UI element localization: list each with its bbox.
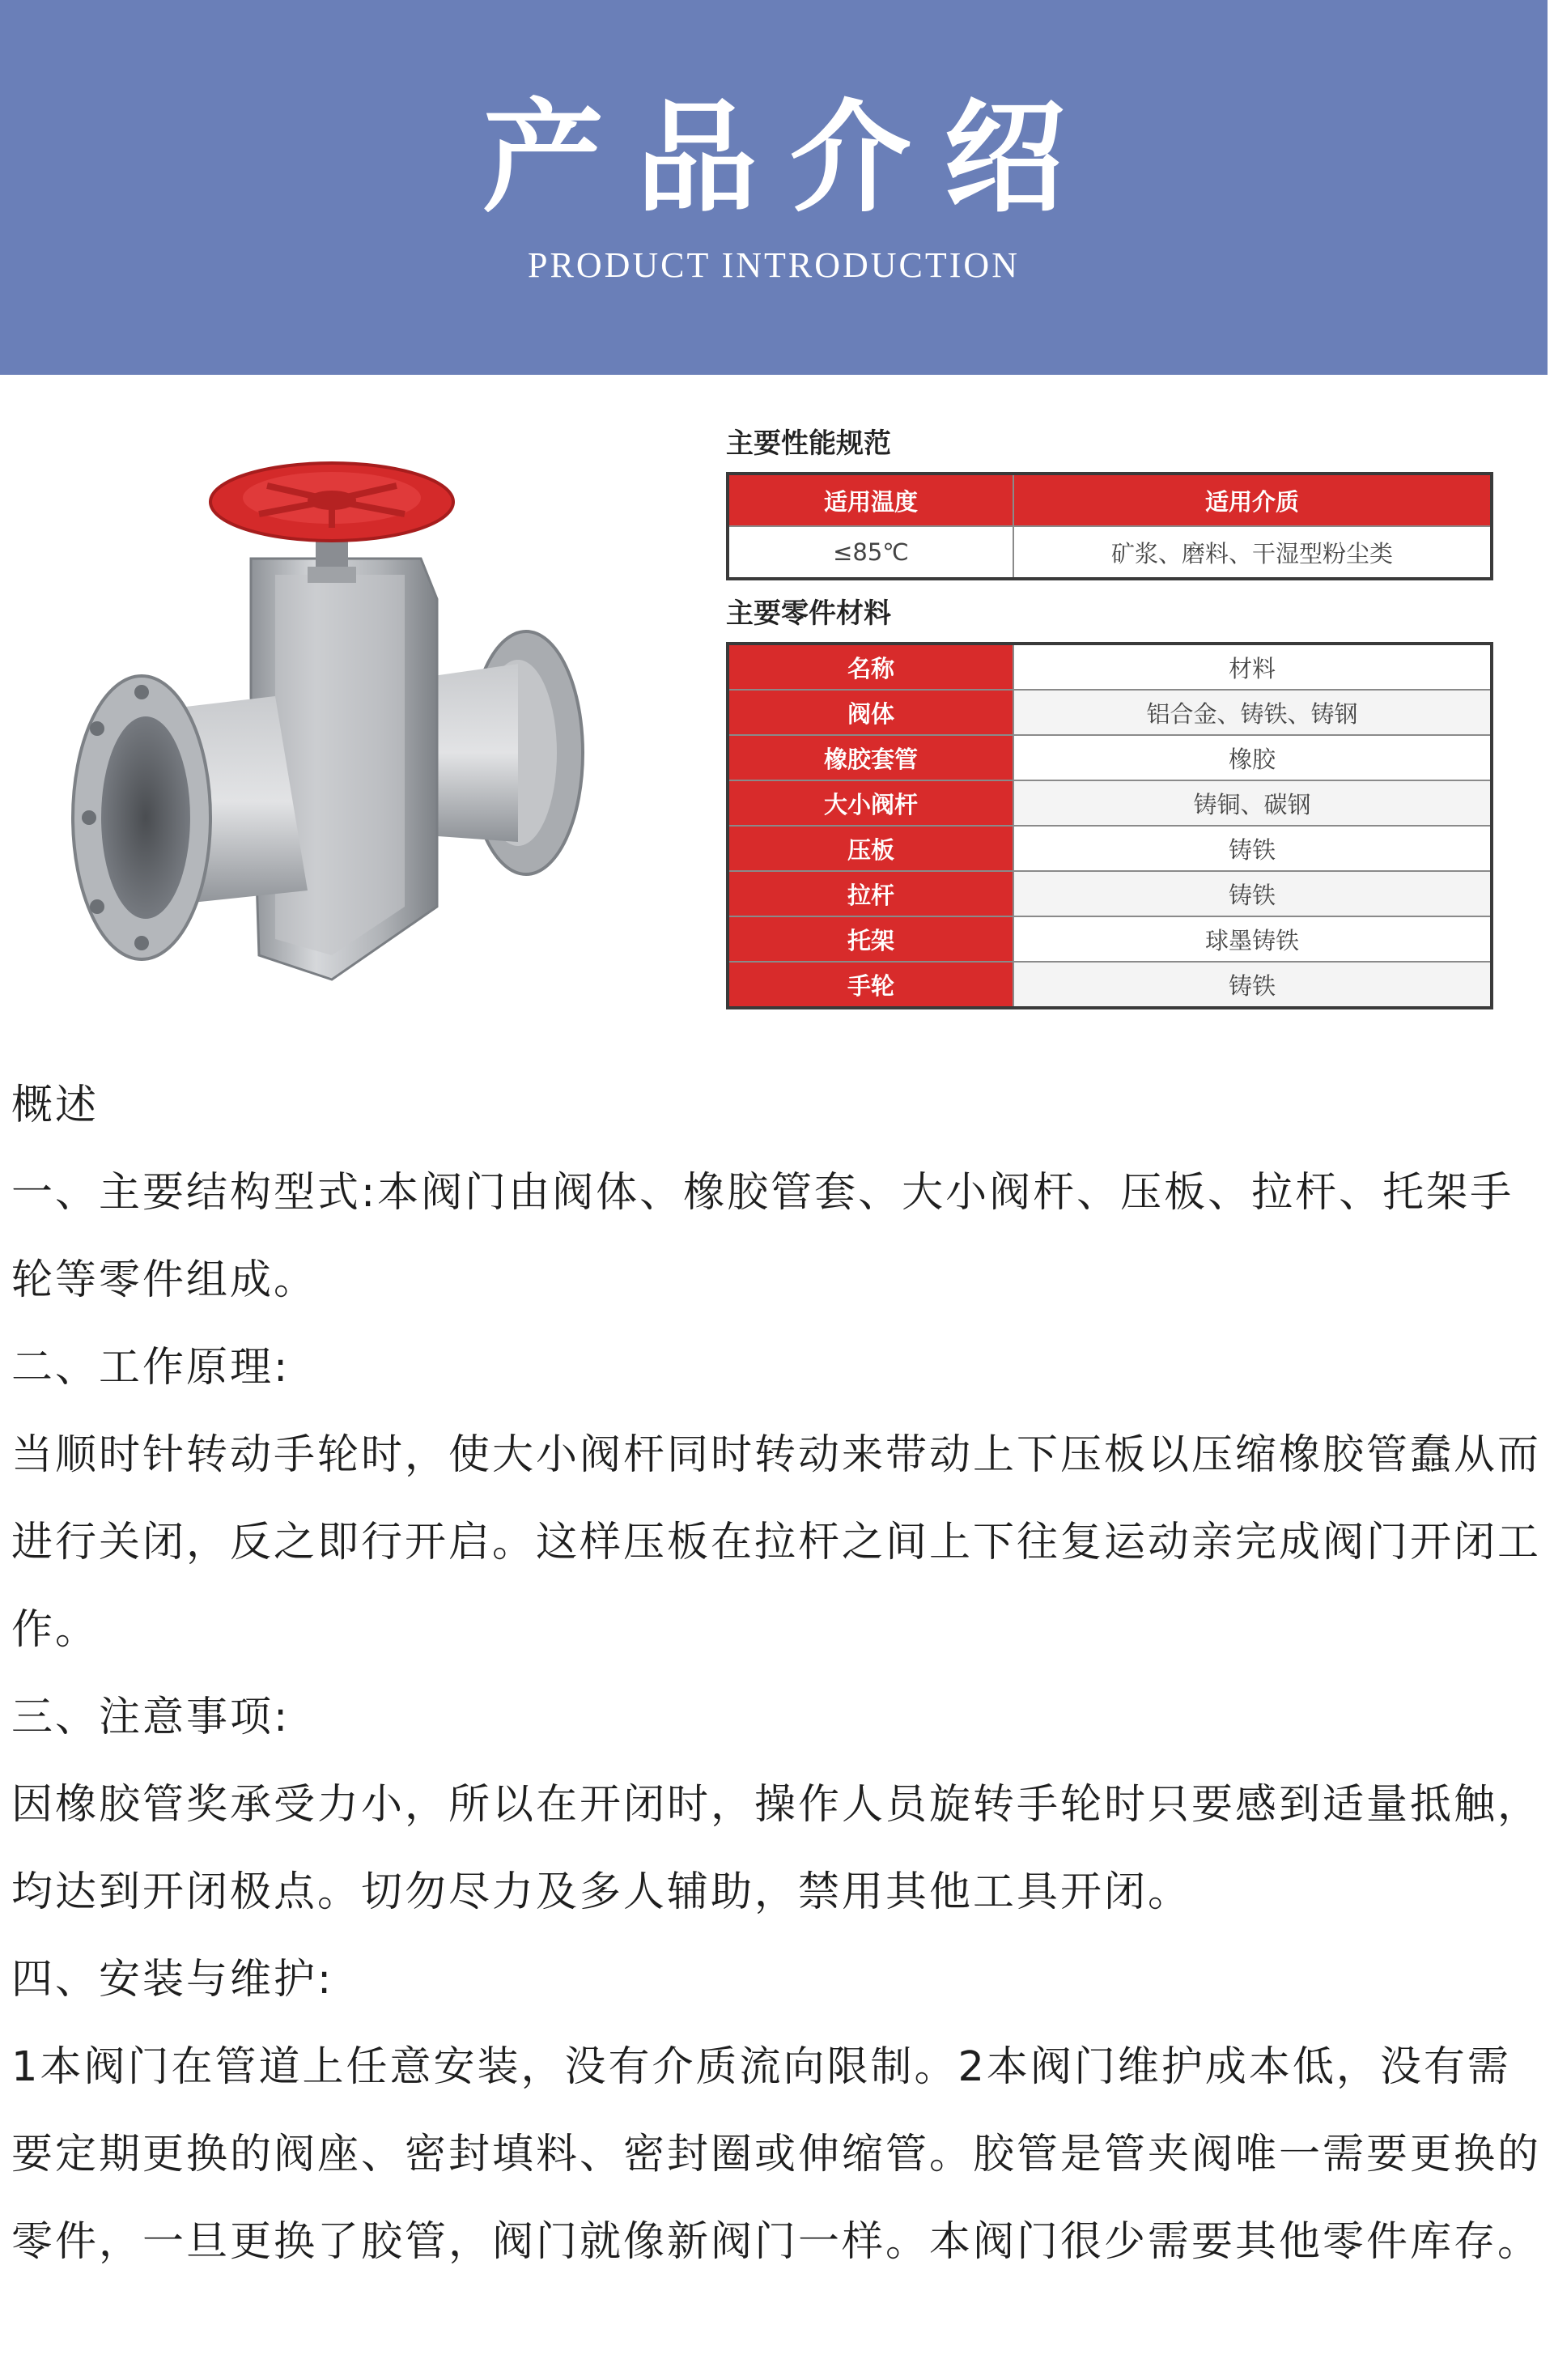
part-material: 球墨铸铁 xyxy=(1013,916,1492,962)
part-material: 铸铁 xyxy=(1013,871,1492,916)
performance-title: 主要性能规范 xyxy=(726,427,891,460)
page-subtitle: PRODUCT INTRODUCTION xyxy=(528,245,1020,285)
part-material: 铝合金、铸铁、铸钢 xyxy=(1013,690,1492,735)
description xyxy=(11,1062,1554,2286)
paragraph: 1本阀门在管道上任意安装，没有介质流向限制。2本阀门维护成本低，没有需要定期更换的阀座、密封填料、密封圈或伸缩管。胶管是管夹阀唯一需要更换的零件，一旦更换了胶管，阀门就像新阀门一样。本阀门很少需要其他零件库存。 xyxy=(11,2043,1542,2266)
header-part-name: 名称 xyxy=(728,644,1013,690)
part-name: 拉杆 xyxy=(728,871,1013,916)
part-name: 手轮 xyxy=(728,962,1013,1008)
header-part-material: 材料 xyxy=(1013,644,1492,690)
paragraph: 因橡胶管奖承受力小，所以在开闭时，操作人员旋转手轮时只要感到适量抵触，均达到开闭极点。切勿尽力及多人辅助，禁用其他工具开闭。 xyxy=(11,1781,1542,1916)
part-material: 铸铁 xyxy=(1013,826,1492,871)
paragraph: 四、安装与维护: xyxy=(11,1956,334,2004)
part-name: 大小阀杆 xyxy=(728,780,1013,826)
value-temperature: ≤85℃ xyxy=(728,526,1013,579)
header-banner xyxy=(0,0,1548,375)
paragraph: 一、主要结构型式:本阀门由阀体、橡胶管套、大小阀杆、压板、拉杆、托架手轮等零件组成。 xyxy=(11,1169,1514,1304)
value-medium: 矿浆、磨料、干湿型粉尘类 xyxy=(1013,526,1492,579)
part-name: 阀体 xyxy=(728,690,1013,735)
part-name: 橡胶套管 xyxy=(728,735,1013,780)
part-name: 压板 xyxy=(728,826,1013,871)
part-name: 托架 xyxy=(728,916,1013,962)
paragraph: 二、工作原理: xyxy=(11,1344,291,1392)
header-temperature: 适用温度 xyxy=(728,474,1013,526)
materials-title: 主要零件材料 xyxy=(726,597,891,630)
paragraph: 当顺时针转动手轮时，使大小阀杆同时转动来带动上下压板以压缩橡胶管蠢从而进行关闭，反之即行开启。这样压板在拉杆之间上下往复运动亲完成阀门开闭工作。 xyxy=(11,1431,1542,1654)
part-material: 橡胶 xyxy=(1013,735,1492,780)
table-row xyxy=(728,690,1492,735)
paragraph: 三、注意事项: xyxy=(11,1694,291,1741)
header-medium: 适用介质 xyxy=(1013,474,1492,526)
page-title: 产品介绍 xyxy=(482,87,1098,229)
table-row xyxy=(728,826,1492,871)
part-material: 铸铜、碳钢 xyxy=(1013,780,1492,826)
table-row xyxy=(728,871,1492,916)
pinch-valve-illustration xyxy=(65,453,648,1020)
description-heading: 概述 xyxy=(11,1082,100,1129)
part-material: 铸铁 xyxy=(1013,962,1492,1008)
performance-table xyxy=(726,472,1493,580)
